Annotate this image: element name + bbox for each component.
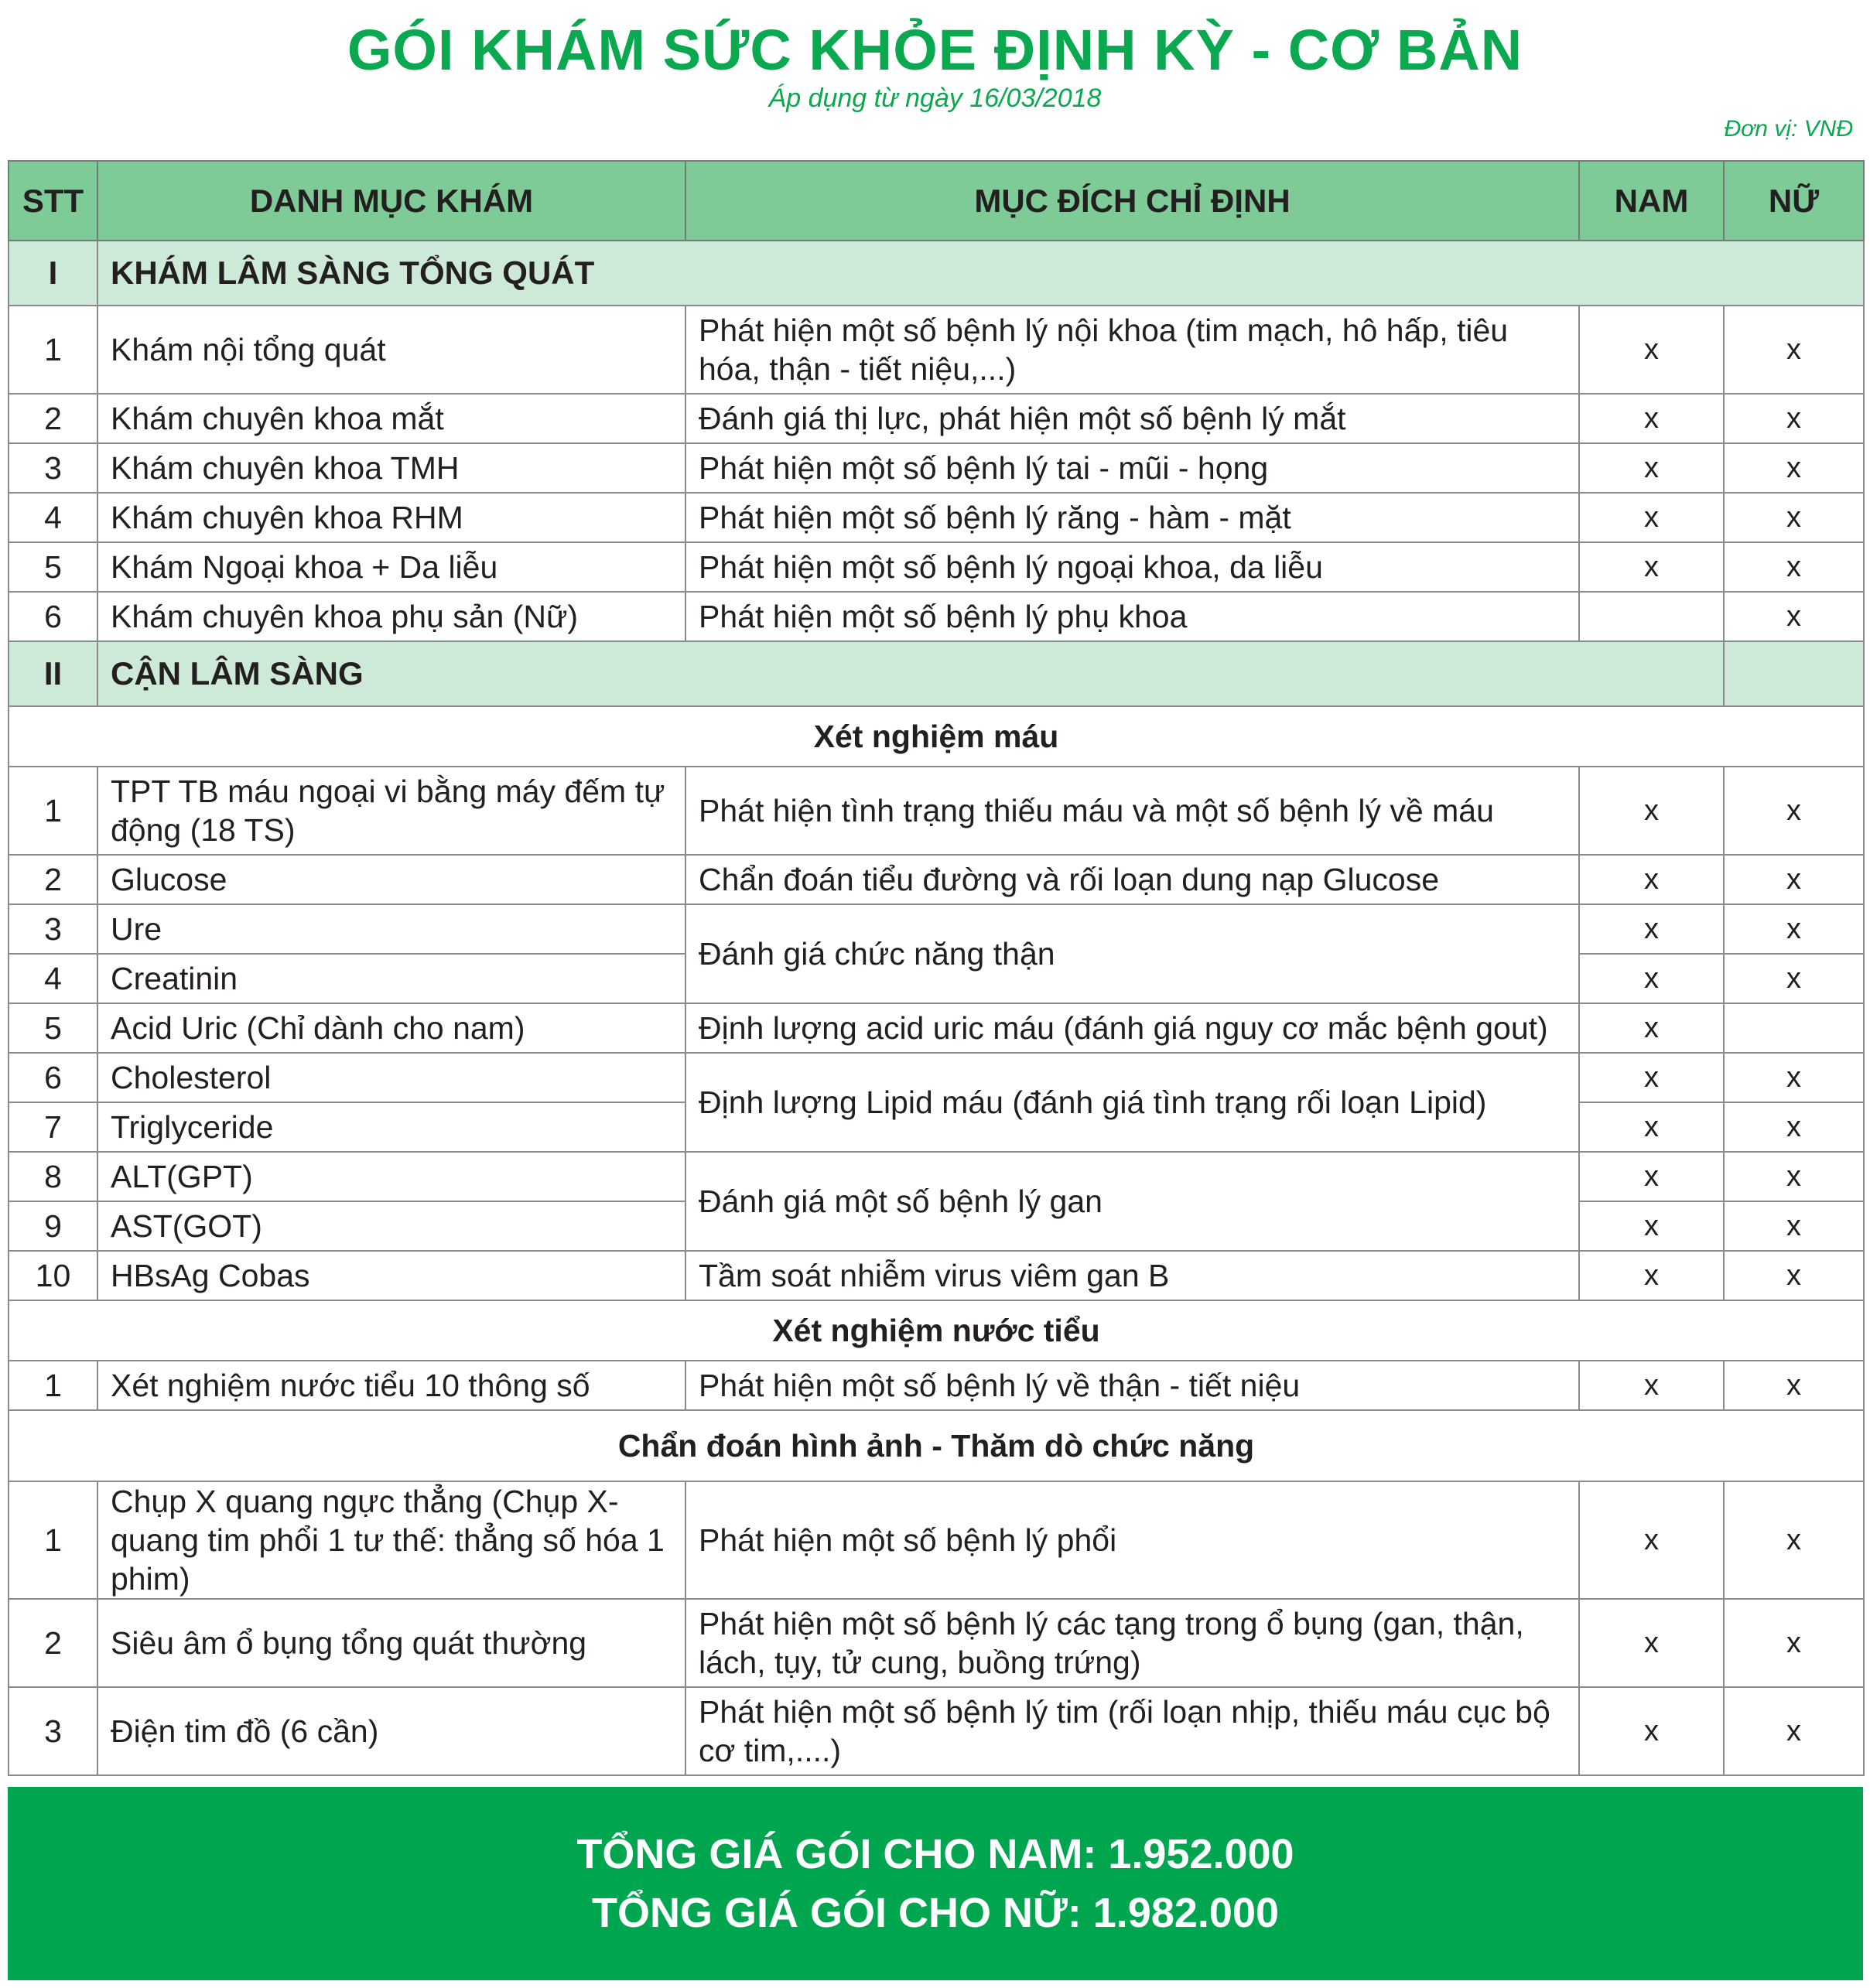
table-row: [9, 542, 1864, 592]
row-number: 6: [9, 592, 97, 641]
subsection-row: [9, 706, 1864, 767]
row-item: Khám Ngoại khoa + Da liễu: [97, 542, 685, 592]
subsection-row: [9, 1410, 1864, 1481]
col-header-female: NỮ: [1724, 161, 1864, 241]
row-item: Điện tim đồ (6 cần): [97, 1687, 685, 1775]
row-purpose: Phát hiện một số bệnh lý các tạng trong ổ bụng (gan, thận, lách, tụy, tử cung, buồng trứng): [685, 1599, 1579, 1687]
row-number: 2: [9, 1599, 97, 1687]
row-male-mark: x: [1579, 767, 1724, 855]
row-purpose: Phát hiện một số bệnh lý về thận - tiết niệu: [685, 1361, 1579, 1410]
section-row: [9, 641, 1864, 706]
row-item: Khám chuyên khoa TMH: [97, 443, 685, 493]
row-female-mark: x: [1724, 493, 1864, 542]
row-male-mark: x: [1579, 306, 1724, 394]
row-male-mark: x: [1579, 1251, 1724, 1300]
row-item: Khám chuyên khoa phụ sản (Nữ): [97, 592, 685, 641]
row-number: 2: [9, 394, 97, 443]
row-male-mark: x: [1579, 1481, 1724, 1599]
table-row: [9, 493, 1864, 542]
row-female-mark: x: [1724, 1102, 1864, 1152]
row-male-mark: x: [1579, 1102, 1724, 1152]
row-male-mark: x: [1579, 542, 1724, 592]
row-male-mark: x: [1579, 394, 1724, 443]
subsection-title-urine: Xét nghiệm nước tiểu: [9, 1300, 1864, 1361]
row-number: 3: [9, 443, 97, 493]
row-item: Creatinin: [97, 954, 685, 1003]
row-male-mark: x: [1579, 954, 1724, 1003]
row-number: 3: [9, 904, 97, 954]
row-item: Acid Uric (Chỉ dành cho nam): [97, 1003, 685, 1053]
row-purpose: Định lượng acid uric máu (đánh giá nguy cơ mắc bệnh gout): [685, 1003, 1579, 1053]
row-female-mark: x: [1724, 394, 1864, 443]
male-total-price: TỔNG GIÁ GÓI CHO NAM: 1.952.000: [576, 1831, 1294, 1877]
row-number: 1: [9, 1481, 97, 1599]
table-row: [9, 1003, 1864, 1053]
row-purpose: Chẩn đoán tiểu đường và rối loạn dung nạp Glucose: [685, 855, 1579, 904]
section-title: CẬN LÂM SÀNG: [97, 641, 1724, 706]
row-item: Chụp X quang ngực thẳng (Chụp X-quang tim phổi 1 tư thế: thẳng số hóa 1 phim): [97, 1481, 685, 1599]
row-number: 1: [9, 306, 97, 394]
row-female-mark: x: [1724, 1251, 1864, 1300]
section-row: [9, 241, 1864, 306]
row-female-mark: x: [1724, 954, 1864, 1003]
section-empty-cell: [1724, 641, 1864, 706]
row-male-mark: x: [1579, 1599, 1724, 1687]
effective-date: Áp dụng từ ngày 16/03/2018: [768, 84, 1102, 113]
row-item: Cholesterol: [97, 1053, 685, 1102]
row-female-mark: [1724, 1003, 1864, 1053]
row-female-mark: x: [1724, 592, 1864, 641]
row-male-mark: x: [1579, 1361, 1724, 1410]
section-number: II: [9, 641, 97, 706]
subsection-row: [9, 1300, 1864, 1361]
row-number: 1: [9, 1361, 97, 1410]
col-header-purpose: MỤC ĐÍCH CHỈ ĐỊNH: [685, 161, 1579, 241]
row-female-mark: x: [1724, 1599, 1864, 1687]
table-row: [9, 1361, 1864, 1410]
row-item: Xét nghiệm nước tiểu 10 thông số: [97, 1361, 685, 1410]
row-male-mark: x: [1579, 1053, 1724, 1102]
row-female-mark: x: [1724, 855, 1864, 904]
row-purpose: Phát hiện một số bệnh lý tai - mũi - họng: [685, 443, 1579, 493]
row-female-mark: x: [1724, 767, 1864, 855]
row-male-mark: [1579, 592, 1724, 641]
row-male-mark: x: [1579, 1152, 1724, 1201]
row-number: 5: [9, 1003, 97, 1053]
row-item: Siêu âm ổ bụng tổng quát thường: [97, 1599, 685, 1687]
row-female-mark: x: [1724, 1053, 1864, 1102]
row-item: AST(GOT): [97, 1201, 685, 1251]
row-male-mark: x: [1579, 855, 1724, 904]
row-number: 9: [9, 1201, 97, 1251]
table-row: [9, 306, 1864, 394]
table-row: [9, 904, 1864, 954]
row-purpose: Phát hiện một số bệnh lý tim (rối loạn nhịp, thiếu máu cục bộ cơ tim,....): [685, 1687, 1579, 1775]
row-number: 4: [9, 954, 97, 1003]
subsection-title-imaging: Chẩn đoán hình ảnh - Thăm dò chức năng: [9, 1410, 1864, 1481]
col-header-item: DANH MỤC KHÁM: [97, 161, 685, 241]
table-row: [9, 1152, 1864, 1201]
row-female-mark: x: [1724, 1201, 1864, 1251]
row-item: Khám chuyên khoa RHM: [97, 493, 685, 542]
row-purpose: Phát hiện tình trạng thiếu máu và một số bệnh lý về máu: [685, 767, 1579, 855]
row-number: 1: [9, 767, 97, 855]
subsection-title-blood: Xét nghiệm máu: [9, 706, 1864, 767]
table-row: [9, 394, 1864, 443]
row-number: 10: [9, 1251, 97, 1300]
row-purpose: Phát hiện một số bệnh lý răng - hàm - mặt: [685, 493, 1579, 542]
price-total-banner: [8, 1787, 1863, 1980]
row-female-mark: x: [1724, 443, 1864, 493]
row-purpose: Đánh giá thị lực, phát hiện một số bệnh lý mắt: [685, 394, 1579, 443]
section-title: KHÁM LÂM SÀNG TỔNG QUÁT: [97, 241, 1864, 306]
row-purpose: Định lượng Lipid máu (đánh giá tình trạng rối loạn Lipid): [685, 1053, 1579, 1152]
row-male-mark: x: [1579, 443, 1724, 493]
page-title: GÓI KHÁM SỨC KHỎE ĐỊNH KỲ - CƠ BẢN: [347, 18, 1523, 82]
row-purpose: Phát hiện một số bệnh lý ngoại khoa, da liễu: [685, 542, 1579, 592]
package-table: [8, 160, 1865, 1776]
row-number: 3: [9, 1687, 97, 1775]
row-male-mark: x: [1579, 904, 1724, 954]
row-number: 7: [9, 1102, 97, 1152]
row-purpose: Tầm soát nhiễm virus viêm gan B: [685, 1251, 1579, 1300]
row-purpose: Phát hiện một số bệnh lý nội khoa (tim mạch, hô hấp, tiêu hóa, thận - tiết niệu,...): [685, 306, 1579, 394]
table-row: [9, 592, 1864, 641]
row-female-mark: x: [1724, 1481, 1864, 1599]
table-row: [9, 855, 1864, 904]
row-item: TPT TB máu ngoại vi bằng máy đếm tự động (18 TS): [97, 767, 685, 855]
table-row: [9, 1687, 1864, 1775]
table-header-row: [9, 161, 1864, 241]
col-header-stt: STT: [9, 161, 97, 241]
col-header-male: NAM: [1579, 161, 1724, 241]
table-row: [9, 1053, 1864, 1102]
row-male-mark: x: [1579, 1687, 1724, 1775]
row-male-mark: x: [1579, 493, 1724, 542]
row-purpose: Phát hiện một số bệnh lý phụ khoa: [685, 592, 1579, 641]
row-purpose: Đánh giá một số bệnh lý gan: [685, 1152, 1579, 1251]
row-number: 8: [9, 1152, 97, 1201]
row-number: 2: [9, 855, 97, 904]
row-number: 6: [9, 1053, 97, 1102]
table-row: [9, 1481, 1864, 1599]
row-female-mark: x: [1724, 904, 1864, 954]
currency-unit: Đơn vị: VNĐ: [1724, 116, 1853, 142]
row-item: ALT(GPT): [97, 1152, 685, 1201]
row-item: HBsAg Cobas: [97, 1251, 685, 1300]
row-item: Ure: [97, 904, 685, 954]
row-purpose: Đánh giá chức năng thận: [685, 904, 1579, 1003]
row-female-mark: x: [1724, 542, 1864, 592]
table-row: [9, 443, 1864, 493]
row-item: Glucose: [97, 855, 685, 904]
row-item: Khám chuyên khoa mắt: [97, 394, 685, 443]
female-total-price: TỔNG GIÁ GÓI CHO NỮ: 1.982.000: [591, 1890, 1280, 1936]
row-number: 5: [9, 542, 97, 592]
table-row: [9, 1251, 1864, 1300]
row-number: 4: [9, 493, 97, 542]
row-female-mark: x: [1724, 1152, 1864, 1201]
row-male-mark: x: [1579, 1003, 1724, 1053]
row-female-mark: x: [1724, 306, 1864, 394]
row-male-mark: x: [1579, 1201, 1724, 1251]
row-female-mark: x: [1724, 1687, 1864, 1775]
row-purpose: Phát hiện một số bệnh lý phổi: [685, 1481, 1579, 1599]
row-item: Triglyceride: [97, 1102, 685, 1152]
section-number: I: [9, 241, 97, 306]
row-item: Khám nội tổng quát: [97, 306, 685, 394]
table-row: [9, 1599, 1864, 1687]
row-female-mark: x: [1724, 1361, 1864, 1410]
table-row: [9, 767, 1864, 855]
